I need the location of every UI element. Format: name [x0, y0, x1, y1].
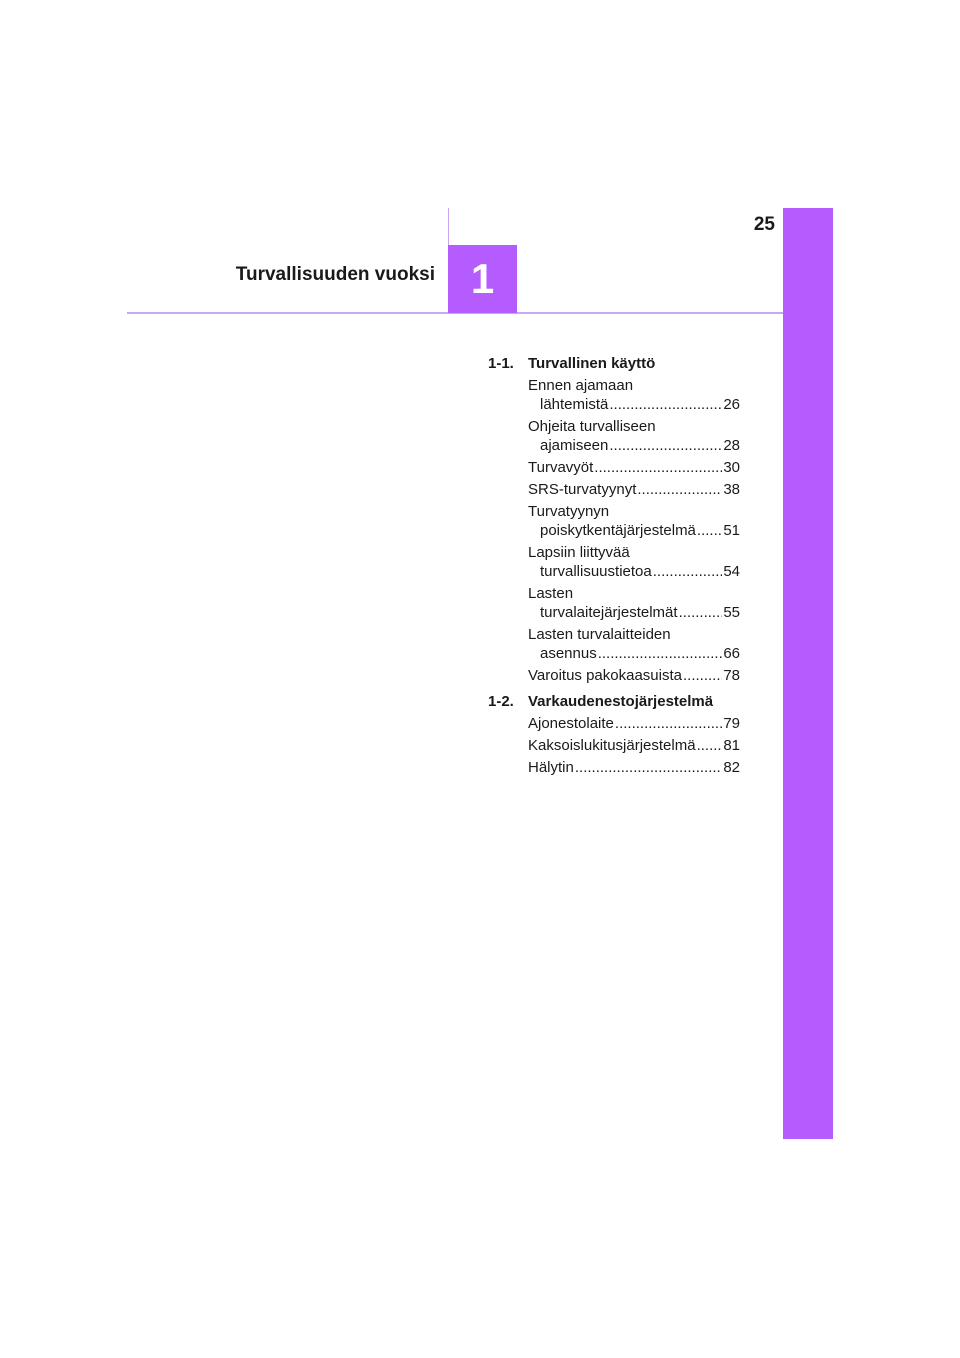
toc-page-number: 55 [723, 604, 740, 621]
toc-entry-title: lähtemistä [540, 396, 609, 413]
toc-entry-title: Ajonestolaite [528, 715, 614, 732]
section-number: 1-2. [488, 693, 514, 710]
toc-entry-title: Turvatyynyn [528, 503, 610, 520]
toc-entry-row [528, 666, 740, 685]
toc-entry-title: Hälytin [528, 759, 574, 776]
toc-page-number: 51 [723, 522, 740, 539]
toc-entry-row [528, 436, 740, 455]
dot-leader [609, 436, 722, 455]
toc-entry[interactable] [528, 625, 740, 663]
toc-entry-title: Ennen ajamaan [528, 377, 634, 394]
toc-entry-row [528, 395, 740, 414]
chapter-title: Turvallisuuden vuoksi [235, 264, 435, 285]
toc-entry-row [528, 458, 740, 477]
toc-page-number: 66 [723, 645, 740, 662]
toc-entry[interactable] [528, 714, 740, 733]
dot-leader [615, 714, 722, 733]
toc-entry[interactable] [528, 736, 740, 755]
toc-section-entries [488, 376, 740, 685]
dot-leader [679, 603, 723, 622]
toc-entry-row [528, 562, 740, 581]
dot-leader [594, 458, 722, 477]
toc-entry[interactable] [528, 543, 740, 581]
toc-page-number: 79 [723, 715, 740, 732]
toc-page-number: 30 [723, 459, 740, 476]
toc-entry-row [528, 644, 740, 663]
toc-entry-row [528, 736, 740, 755]
toc-entry-title: turvalaitejärjestelmät [540, 604, 678, 621]
toc-entry-title: Lasten [528, 585, 574, 602]
toc-entry-title: Kaksoislukitusjärjestelmä [528, 737, 696, 754]
toc-entry-title: SRS-turvatyynyt [528, 481, 637, 498]
toc-entry-title: turvallisuustietoa [540, 563, 652, 580]
toc-entry-title: Turvavyöt [528, 459, 594, 476]
toc-entry-title: Lasten turvalaitteiden [528, 626, 671, 643]
toc-page-number: 38 [723, 481, 740, 498]
toc-page-number: 28 [723, 437, 740, 454]
chapter-number-box [448, 245, 517, 313]
toc-page-number: 82 [723, 759, 740, 776]
toc-page-number: 54 [723, 563, 740, 580]
table-of-contents [488, 354, 740, 784]
dot-leader [598, 644, 723, 663]
toc-entry-title: ajamiseen [540, 437, 609, 454]
toc-entry-row [528, 480, 740, 499]
toc-entry[interactable] [528, 666, 740, 685]
toc-section-heading [488, 692, 740, 711]
section-number: 1-1. [488, 355, 514, 372]
toc-page-number: 26 [723, 396, 740, 413]
toc-entry-title: Lapsiin liittyvää [528, 544, 630, 561]
toc-entry[interactable] [528, 480, 740, 499]
dot-leader [609, 395, 722, 414]
toc-entry[interactable] [528, 584, 740, 622]
chapter-number: 1 [470, 255, 495, 302]
toc-page-number: 78 [723, 667, 740, 684]
toc-entry-title: Varoitus pakokaasuista [528, 667, 682, 684]
toc-entry[interactable] [528, 502, 740, 540]
toc-entry-row [528, 758, 740, 777]
chapter-side-tab [783, 208, 833, 1139]
section-title: Turvallinen käyttö [528, 355, 656, 372]
header-vertical-rule [448, 208, 449, 245]
toc-entry[interactable] [528, 376, 740, 414]
toc-entry-row [528, 714, 740, 733]
page-number: 25 [753, 214, 775, 235]
dot-leader [653, 562, 723, 581]
toc-entry[interactable] [528, 458, 740, 477]
dot-leader [637, 480, 722, 499]
toc-entry-title: poiskytkentäjärjestelmä [540, 522, 696, 539]
toc-entry[interactable] [528, 758, 740, 777]
toc-page-number: 81 [723, 737, 740, 754]
toc-entry[interactable] [528, 417, 740, 455]
dot-leader [697, 521, 722, 540]
dot-leader [575, 758, 722, 777]
dot-leader [683, 666, 722, 685]
toc-entry-title: asennus [540, 645, 597, 662]
toc-entry-row [528, 603, 740, 622]
dot-leader [697, 736, 723, 755]
toc-entry-row [528, 521, 740, 540]
toc-section-heading [488, 354, 740, 373]
toc-entry-title: Ohjeita turvalliseen [528, 418, 656, 435]
toc-section-entries [488, 714, 740, 777]
section-title: Varkaudenestojärjestelmä [528, 693, 714, 710]
